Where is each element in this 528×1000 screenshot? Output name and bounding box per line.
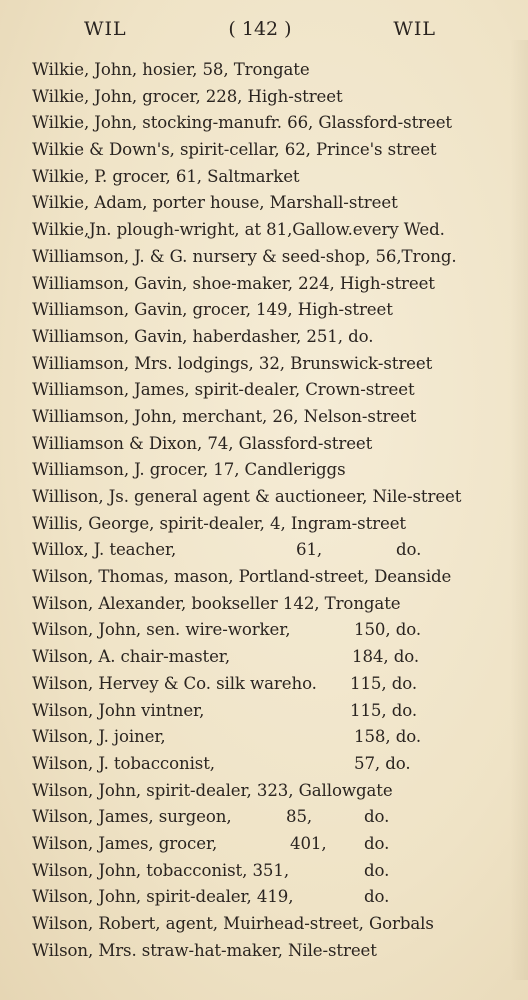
entry-address-number: 401,: [290, 833, 327, 853]
entry-name: Wilson, John, sen. wire-worker,: [32, 620, 291, 640]
entry-name: Wilson, Mrs. straw-hat-maker, Nile-street: [32, 940, 377, 960]
directory-entry: [32, 351, 502, 378]
directory-entry: [32, 404, 502, 431]
directory-entry: [32, 911, 502, 938]
entry-name: Wilson, James, surgeon,: [32, 807, 232, 827]
directory-entry: [32, 778, 502, 805]
directory-entry: [32, 698, 502, 725]
directory-entry: [32, 858, 502, 885]
entry-name: Wilson, A. chair-master,: [32, 647, 230, 667]
entry-name: Willox, J. teacher,: [32, 540, 177, 560]
page-edge-shadow: [510, 40, 528, 980]
entry-name: Wilkie, Adam, porter house, Marshall-street: [32, 193, 398, 213]
directory-entry: [32, 938, 502, 965]
entry-name: Wilkie & Down's, spirit-cellar, 62, Prince's street: [32, 140, 437, 160]
directory-entry: [32, 110, 502, 137]
entry-name: Wilkie, P. grocer, 61, Saltmarket: [32, 166, 300, 186]
entry-location: do.: [364, 807, 390, 827]
entry-name: Wilson, John, tobacconist, 351,: [32, 860, 290, 880]
page-number: ( 142 ): [228, 18, 292, 40]
directory-entry: [32, 84, 502, 111]
directory-entry: [32, 217, 502, 244]
entry-name: Wilson, Robert, agent, Muirhead-street, Gorbals: [32, 914, 434, 933]
entry-name: Wilson, John vintner,: [32, 700, 205, 720]
entry-address-number: 184, do.: [352, 647, 420, 667]
directory-entry: [32, 831, 502, 858]
entry-name: Williamson, J. grocer, 17, Candleriggs: [32, 460, 346, 480]
entry-address-number: 57, do.: [354, 753, 411, 773]
directory-entry: [32, 324, 502, 351]
entry-location: do.: [396, 540, 422, 560]
entry-name: Wilson, Hervey & Co. silk wareho.: [32, 673, 317, 693]
directory-entry: [32, 537, 502, 564]
directory-entry: [32, 644, 502, 671]
entry-name: Wilkie, John, hosier, 58, Trongate: [32, 60, 310, 79]
directory-entry: [32, 457, 502, 484]
entry-name: Wilkie, John, stocking-manufr. 66, Glassford-street: [32, 113, 452, 133]
entry-name: Wilkie,Jn. plough-wright, at 81,Gallow.every Wed.: [32, 220, 445, 240]
entry-name: Williamson, John, merchant, 26, Nelson-street: [32, 406, 417, 426]
directory-entry: [32, 751, 502, 778]
directory-entry: [32, 564, 502, 591]
entry-name: Wilkie, John, grocer, 228, High-street: [32, 86, 343, 106]
directory-entry: [32, 297, 502, 324]
entry-name: Williamson & Dixon, 74, Glassford-street: [32, 433, 373, 453]
entry-name: Wilson, J. joiner,: [32, 727, 166, 747]
entry-location: do.: [364, 887, 390, 907]
entry-name: Willison, Js. general agent & auctioneer, Nile-street: [32, 487, 462, 506]
header-right-guide-word: WIL: [393, 18, 436, 40]
directory-entry: [32, 377, 502, 404]
entry-address-number: 158, do.: [354, 727, 422, 747]
directory-entry: [32, 190, 502, 217]
entry-name: Willis, George, spirit-dealer, 4, Ingram-street: [32, 513, 406, 533]
entry-name: Wilson, Thomas, mason, Portland-street, Deanside: [32, 567, 452, 587]
directory-entry: [32, 57, 502, 84]
directory-entry: [32, 484, 502, 511]
entry-name: Wilson, James, grocer,: [32, 833, 218, 853]
directory-entry: [32, 617, 502, 644]
entry-name: Williamson, Mrs. lodgings, 32, Brunswick-street: [32, 353, 433, 373]
entry-location: do.: [364, 860, 390, 880]
directory-entry: [32, 591, 502, 618]
entry-address-number: 115, do.: [350, 700, 418, 720]
entry-address-number: 61,: [296, 540, 323, 560]
entry-name: Williamson, James, spirit-dealer, Crown-street: [32, 380, 415, 400]
entry-location: do.: [364, 833, 390, 853]
entry-name: Williamson, Gavin, shoe-maker, 224, High-street: [32, 273, 435, 293]
directory-entry: [32, 884, 502, 911]
directory-entries-list: [32, 57, 502, 964]
page-header: [84, 18, 436, 48]
entry-name: Williamson, Gavin, grocer, 149, High-street: [32, 300, 393, 320]
header-left-guide-word: WIL: [84, 18, 127, 40]
entry-name: Wilson, John, spirit-dealer, 323, Gallowgate: [32, 780, 393, 800]
entry-address-number: 115, do.: [350, 673, 418, 693]
entry-name: Williamson, J. & G. nursery & seed-shop, 56,Trong.: [32, 246, 457, 266]
directory-entry: [32, 271, 502, 298]
directory-entry: [32, 244, 502, 271]
entry-name: Wilson, John, spirit-dealer, 419,: [32, 887, 294, 907]
directory-entry: [32, 164, 502, 191]
directory-entry: [32, 511, 502, 538]
entry-address-number: 85,: [286, 807, 313, 827]
entry-address-number: 150, do.: [354, 620, 422, 640]
entry-name: Williamson, Gavin, haberdasher, 251, do.: [32, 326, 374, 346]
directory-entry: [32, 137, 502, 164]
directory-entry: [32, 724, 502, 751]
entry-name: Wilson, Alexander, bookseller 142, Trongate: [32, 593, 401, 613]
directory-entry: [32, 431, 502, 458]
entry-name: Wilson, J. tobacconist,: [32, 753, 215, 773]
directory-entry: [32, 671, 502, 698]
directory-entry: [32, 804, 502, 831]
